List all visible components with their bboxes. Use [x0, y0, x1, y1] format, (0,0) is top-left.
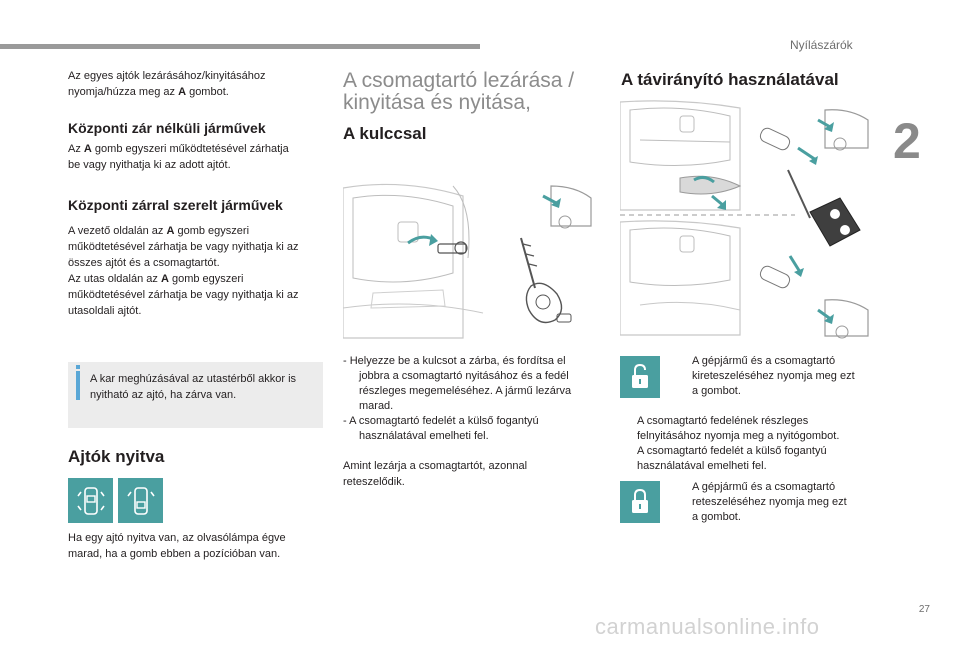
watermark: carmanualsonline.info: [595, 614, 820, 639]
info-box: [68, 362, 323, 428]
heading-central-lock: Központi zárral szerelt járművek: [68, 197, 283, 213]
key-instructions: - Helyezze be a kulcsot a zárba, és fordítsa el jobbra a csomagtartó nyitásához és a fedél részleges megemeléséhez. A jármű lezárva marad. - A csomagtartó fedelét a külső fogantyú használatával emelheti fel.: [343, 355, 572, 442]
door-off-button-icon: [118, 478, 163, 523]
info-text-line1: A kar meghúzásával az utastérből akkor is: [90, 373, 297, 385]
with-key-subtitle: A kulccsal: [343, 124, 427, 143]
unlock-icon: [620, 356, 660, 398]
no-central-lock-paragraph: Az A gomb egyszeri működtetésével zárhatja be vagy nyithatja ki az adott ajtót.: [68, 143, 289, 171]
central-lock-paragraph: A vezető oldalán az A gomb egyszeri működtetésével zárhatja be vagy nyithatja ki az összes ajtót és a csomagtartót. Az utas oldalán az A gomb egyszeri működtetésével zárhatja be vagy nyithatja ki az utasoldali ajtót.: [68, 225, 299, 317]
remote-title: A távirányító használatával: [621, 70, 839, 89]
heading-doors-open: Ajtók nyitva: [68, 447, 165, 466]
info-icon: [76, 365, 80, 369]
doors-open-paragraph: Ha egy ajtó nyitva van, az olvasólámpa égve marad, ha a gomb ebben a pozícióban van.: [68, 532, 286, 560]
header-bar: [0, 44, 480, 49]
heading-no-central-lock: Központi zár nélküli járművek: [68, 120, 266, 136]
remote-lock-text: A gépjármű és a csomagtartó reteszeléséhez nyomja meg ezt a gombot.: [692, 481, 847, 523]
info-text-line2: nyitható az ajtó, ha zárva van.: [90, 389, 237, 401]
intro-paragraph: Az egyes ajtók lezárásához/kinyitásához nyomja/húzza meg az A gombot.: [68, 70, 266, 98]
boot-key-illustration: [343, 178, 593, 348]
door-contact-button-icon: [68, 478, 113, 523]
chapter-number: 2: [893, 113, 921, 169]
remote-unlock-text: A gépjármű és a csomagtartó kireteszeléséhez nyomja meg ezt a gombot.: [692, 355, 855, 397]
remote-tailgate-text: A csomagtartó fedelének részleges felnyitásához nyomja meg a nyitógombot. A csomagtartó fedelét a külső fogantyú használatával emelheti fel.: [637, 415, 840, 472]
remote-boot-illustration: [620, 100, 870, 340]
lock-icon: [620, 481, 660, 523]
section-title: Nyílászárók: [790, 38, 853, 52]
auto-lock-note: Amint lezárja a csomagtartót, azonnal reteszelődik.: [343, 460, 528, 488]
page-number: 27: [918, 604, 930, 615]
boot-lock-title: A csomagtartó lezárása / kinyitása és nyitása,: [343, 69, 575, 114]
